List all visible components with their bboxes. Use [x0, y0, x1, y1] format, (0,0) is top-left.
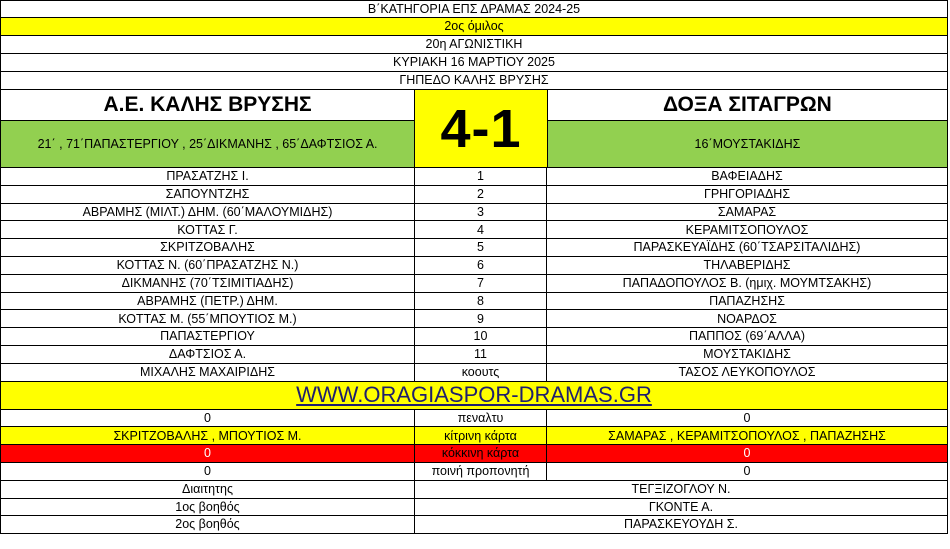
- lineup-table: [0, 168, 948, 382]
- lineup-row: [0, 328, 948, 346]
- shirt-number: 2: [415, 186, 547, 203]
- away-team-name: ΔΟΞΑ ΣΙΤΑΓΡΩΝ: [548, 90, 947, 121]
- category-title: Β΄ΚΑΤΗΓΟΡΙΑ ΕΠΣ ΔΡΑΜΑΣ 2024-25: [367, 1, 581, 16]
- round-title: 20η ΑΓΩΝΙΣΤΙΚΗ: [425, 37, 523, 52]
- lineup-row: [0, 275, 948, 293]
- official-role: Διαιτητης: [1, 481, 415, 498]
- home-player: ΠΑΠΑΣΤΕΡΓΙΟΥ: [1, 328, 415, 345]
- official-name: ΓΚΟΝΤΕ Α.: [648, 499, 714, 514]
- away-player: ΚΕΡΑΜΙΤΣΟΠΟΥΛΟΣ: [685, 222, 809, 237]
- home-player: ΑΒΡΑΜΗΣ (ΠΕΤΡ.) ΔΗΜ.: [1, 293, 415, 310]
- lineup-row: [0, 239, 948, 257]
- shirt-number: 6: [415, 257, 547, 274]
- lineup-row: [0, 204, 948, 222]
- away-player: ΠΑΠΑΖΗΣΗΣ: [709, 293, 785, 308]
- officials-table: [0, 481, 948, 534]
- official-name: ΤΕΓΞΙΖΟΓΛΟΥ Ν.: [631, 481, 731, 496]
- final-score-box: [415, 90, 548, 167]
- lineup-row: [0, 310, 948, 328]
- stadium-name: ΓΗΠΕΔΟ ΚΑΛΗΣ ΒΡΥΣΗΣ: [399, 73, 549, 88]
- stadium-row: [0, 72, 948, 90]
- home-player: ΠΡΑΣΑΤΖΗΣ Ι.: [1, 168, 415, 185]
- away-player: ΠΑΠΠΟΣ (69΄ΑΛΛΑ): [688, 329, 806, 344]
- score-block: [0, 90, 948, 168]
- away-red-cards: 0: [743, 446, 751, 461]
- away-player: ΜΟΥΣΤΑΚΙΔΗΣ: [703, 347, 791, 362]
- official-row: [0, 499, 948, 517]
- away-player: ΠΑΡΑΣΚΕΥΑΪΔΗΣ (60΄ΤΣΑΡΣΙΤΑΛΙΔΗΣ): [633, 240, 861, 255]
- away-coach: ΤΑΣΟΣ ΛΕΥΚΟΠΟΥΛΟΣ: [678, 364, 816, 379]
- lineup-row: [0, 257, 948, 275]
- shirt-number: 4: [415, 221, 547, 238]
- shirt-number: 7: [415, 275, 547, 292]
- lineup-row: [0, 221, 948, 239]
- website-row: [0, 382, 948, 410]
- away-penalties: 0: [743, 410, 751, 425]
- date-row: [0, 54, 948, 72]
- website-text[interactable]: WWW.ORAGIASPOR-DRAMAS.GR: [296, 382, 652, 408]
- website-link[interactable]: [1, 382, 947, 409]
- home-player: ΚΟΤΤΑΣ Ν. (60΄ΠΡΑΣΑΤΖΗΣ Ν.): [1, 257, 415, 274]
- home-penalties: 0: [1, 410, 415, 427]
- shirt-number: 8: [415, 293, 547, 310]
- lineup-row: [0, 168, 948, 186]
- away-scorers: 16΄ΜΟΥΣΤΑΚΙΔΗΣ: [548, 121, 947, 167]
- category-row: [0, 0, 948, 18]
- coaches-row: [0, 364, 948, 382]
- home-coach: ΜΙΧΑΛΗΣ ΜΑΧΑΙΡΙΔΗΣ: [1, 364, 415, 381]
- yellow-card-label: κίτρινη κάρτα: [415, 427, 547, 444]
- away-player: ΝΟΑΡΔΟΣ: [717, 311, 777, 326]
- official-role: 2ος βοηθός: [1, 516, 415, 533]
- lineup-row: [0, 293, 948, 311]
- home-player: ΣΚΡΙΤΖΟΒΑΛΗΣ: [1, 239, 415, 256]
- red-card-row: [0, 445, 948, 463]
- home-player: ΚΟΤΤΑΣ Μ. (55΄ΜΠΟΥΤΙΟΣ Μ.): [1, 310, 415, 327]
- official-row: [0, 516, 948, 534]
- penalty-label: πεναλτυ: [415, 410, 547, 427]
- away-player: ΣΑΜΑΡΑΣ: [717, 204, 777, 219]
- red-card-label: κόκκινη κάρτα: [415, 445, 547, 462]
- away-coach-penalty: 0: [743, 464, 751, 479]
- official-name: ΠΑΡΑΣΚΕΥΟΥΔΗ Σ.: [624, 517, 738, 532]
- official-row: [0, 481, 948, 499]
- home-player: ΑΒΡΑΜΗΣ (ΜΙΛΤ.) ΔΗΜ. (60΄ΜΑΛΟΥΜΙΔΗΣ): [1, 204, 415, 221]
- home-yellow-cards: ΣΚΡΙΤΖΟΒΑΛΗΣ , ΜΠΟΥΤΙΟΣ Μ.: [1, 427, 415, 444]
- home-player: ΔΑΦΤΣΙΟΣ Α.: [1, 346, 415, 363]
- penalty-row: [0, 410, 948, 428]
- group-title: 2ος όμιλος: [444, 19, 504, 34]
- shirt-number: 3: [415, 204, 547, 221]
- home-coach-penalty: 0: [1, 463, 415, 480]
- lineup-row: [0, 186, 948, 204]
- round-row: [0, 36, 948, 54]
- lineup-row: [0, 346, 948, 364]
- final-score: 4-1: [440, 98, 522, 159]
- away-player: ΠΑΠΑΔΟΠΟΥΛΟΣ Β. (ημιχ. ΜΟΥΜΤΣΑΚΗΣ): [622, 275, 872, 290]
- shirt-number: 5: [415, 239, 547, 256]
- coach-penalty-label: ποινή προπονητή: [415, 463, 547, 480]
- away-player: ΤΗΛΑΒΕΡΙΔΗΣ: [703, 258, 791, 273]
- shirt-number: 1: [415, 168, 547, 185]
- home-player: ΔΙΚΜΑΝΗΣ (70΄ΤΣΙΜΙΤΙΑΔΗΣ): [1, 275, 415, 292]
- away-player: ΒΑΦΕΙΑΔΗΣ: [711, 169, 783, 184]
- home-scorers: 21΄ , 71΄ΠΑΠΑΣΤΕΡΓΙΟΥ , 25΄ΔΙΚΜΑΝΗΣ , 65΄ΔΑΦΤΣΙΟΣ Α.: [1, 121, 414, 167]
- shirt-number: 11: [415, 346, 547, 363]
- home-player: ΣΑΠΟΥΝΤΖΗΣ: [1, 186, 415, 203]
- group-row: [0, 18, 948, 36]
- shirt-number: 10: [415, 328, 547, 345]
- shirt-number: 9: [415, 310, 547, 327]
- away-player: ΓΡΗΓΟΡΙΑΔΗΣ: [703, 186, 791, 201]
- home-team-block: [1, 90, 415, 167]
- official-role: 1ος βοηθός: [1, 499, 415, 516]
- away-yellow-cards: ΣΑΜΑΡΑΣ , ΚΕΡΑΜΙΤΣΟΠΟΥΛΟΣ , ΠΑΠΑΖΗΣΗΣ: [608, 428, 886, 443]
- home-red-cards: 0: [1, 445, 415, 462]
- away-team-block: [548, 90, 947, 167]
- match-date: ΚΥΡΙΑΚΗ 16 ΜΑΡΤΙΟΥ 2025: [393, 55, 555, 70]
- coach-penalty-row: [0, 463, 948, 481]
- home-team-name: Α.Ε. ΚΑΛΗΣ ΒΡΥΣΗΣ: [1, 90, 414, 121]
- yellow-card-row: [0, 427, 948, 445]
- home-player: ΚΟΤΤΑΣ Γ.: [1, 221, 415, 238]
- coach-label: κοουτς: [415, 364, 547, 381]
